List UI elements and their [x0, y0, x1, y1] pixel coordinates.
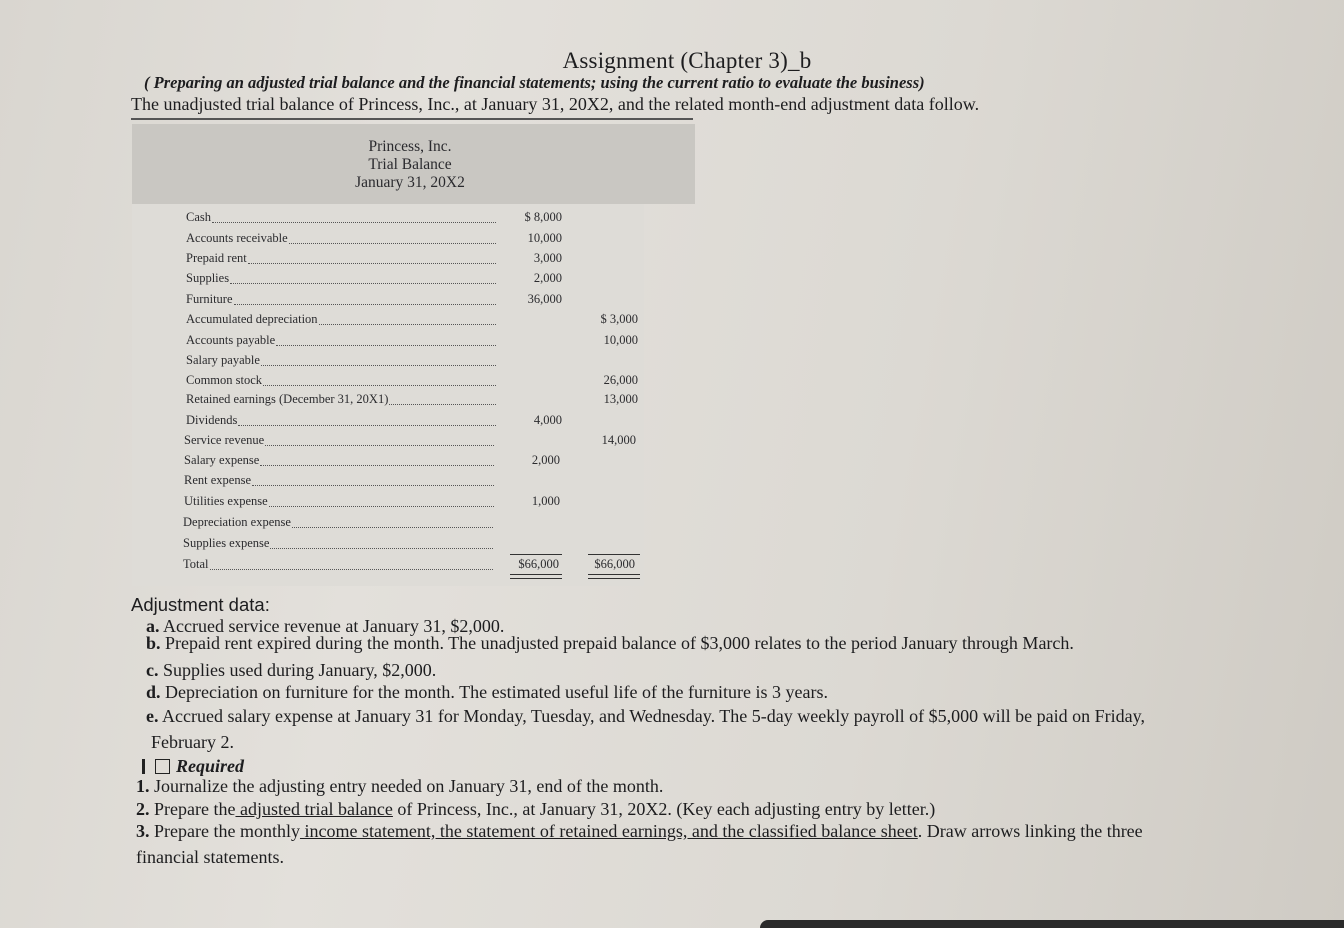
required-item [136, 776, 663, 797]
account-name: Salary expense [184, 453, 260, 467]
account-name: Rent expense [184, 473, 251, 487]
credit-amount: $ 3,000 [600, 312, 638, 326]
account-name: Supplies [186, 271, 230, 285]
leader-dots [292, 527, 493, 528]
adjustment-item [146, 660, 436, 681]
account-name: Retained earnings (December 31, 20X1) [186, 392, 389, 406]
adjustment-letter: c. [146, 660, 159, 680]
debit-amount: 2,000 [531, 453, 560, 467]
intro-underline [131, 118, 693, 120]
adjustment-text: Depreciation on furniture for the month. The estimated useful life of the furniture is 3 years. [165, 682, 828, 702]
adjustment-text: Prepaid rent expired during the month. The unadjusted prepaid balance of $3,000 relates to the period January through March. [165, 633, 1074, 653]
required-heading [142, 756, 244, 777]
required-text: Journalize the adjusting entry needed on January 31, end of the month. [154, 776, 664, 796]
adjustment-letter: b. [146, 633, 161, 653]
checkbox-icon [155, 759, 170, 774]
credit-amount: $66,000 [594, 557, 635, 571]
trial-balance-row [184, 433, 644, 453]
trial-balance-row [183, 536, 643, 556]
trial-balance-row [186, 353, 646, 373]
trial-balance-row [184, 473, 644, 493]
cursor-bar-icon [142, 759, 145, 774]
account-name: Salary payable [186, 353, 260, 367]
adjustment-text: Supplies used during January, $2,000. [163, 660, 437, 680]
required-item [136, 799, 935, 820]
leader-dots [276, 345, 496, 346]
adjustment-item [146, 682, 828, 703]
credit-double-rule [588, 574, 640, 579]
leader-dots [319, 324, 496, 325]
trial-balance-row [184, 453, 644, 473]
adjustment-item [146, 633, 1074, 654]
account-name: Dividends [186, 413, 238, 427]
adjustment-text: Accrued salary expense at January 31 for Monday, Tuesday, and Wednesday. The 5-day weekly payroll of $5,000 will be paid on Friday, [162, 706, 1145, 726]
leader-dots [389, 404, 496, 405]
trial-balance-row [183, 557, 643, 577]
trial-balance-row [186, 333, 646, 353]
leader-dots [212, 222, 496, 223]
credit-amount: 13,000 [603, 392, 638, 406]
account-name: Prepaid rent [186, 251, 247, 265]
leader-dots [252, 485, 494, 486]
trial-balance-row [186, 210, 646, 230]
desk-edge [760, 920, 1344, 928]
trial-balance-row [186, 251, 646, 271]
trial-balance-row [186, 271, 646, 291]
adjustment-letter: d. [146, 682, 161, 702]
trial-balance-row [186, 413, 646, 433]
credit-amount: 14,000 [601, 433, 636, 447]
required-text-tail: . Draw arrows linking the three [917, 821, 1143, 841]
account-name: Accumulated depreciation [186, 312, 318, 326]
subtitle: ( Preparing an adjusted trial balance and the financial statements; using the current ratio to evaluate the business) [144, 73, 925, 92]
debit-amount: 4,000 [533, 413, 562, 427]
debit-amount: 2,000 [533, 271, 562, 285]
required-number: 3. [136, 821, 150, 841]
credit-amount: 26,000 [603, 373, 638, 387]
statement-date: January 31, 20X2 [355, 174, 465, 191]
account-name: Furniture [186, 292, 233, 306]
debit-amount: 10,000 [527, 231, 562, 245]
leader-dots [263, 385, 496, 386]
required-text: financial statements. [136, 847, 284, 867]
required-number: 2. [136, 799, 150, 819]
account-name: Accounts payable [186, 333, 276, 347]
leader-dots [248, 263, 496, 264]
adjustment-letter: a. [146, 616, 160, 636]
leader-dots [269, 506, 494, 507]
required-label: Required [176, 756, 245, 776]
account-name: Total [183, 557, 209, 571]
credit-amount: 10,000 [603, 333, 638, 347]
trial-balance-row [186, 292, 646, 312]
leader-dots [230, 283, 496, 284]
leader-dots [234, 304, 496, 305]
debit-amount: 3,000 [533, 251, 562, 265]
debit-amount: 36,000 [527, 292, 562, 306]
leader-dots [260, 465, 494, 466]
debit-total-rule [510, 554, 562, 555]
account-name: Utilities expense [184, 494, 268, 508]
adjustment-text: February 2. [151, 732, 234, 752]
required-number: 1. [136, 776, 150, 796]
trial-balance-row [186, 312, 646, 332]
credit-total-rule [588, 554, 640, 555]
leader-dots [261, 365, 496, 366]
trial-balance-heading [310, 138, 510, 192]
leader-dots [265, 445, 494, 446]
leader-dots [210, 569, 493, 570]
account-name: Depreciation expense [183, 515, 291, 529]
trial-balance-row [183, 515, 643, 535]
required-item [136, 821, 1143, 842]
account-name: Service revenue [184, 433, 265, 447]
required-text-tail: of Princess, Inc., at January 31, 20X2. (Key each adjusting entry by letter.) [392, 799, 936, 819]
adjustment-heading: Adjustment data: [131, 594, 270, 615]
trial-balance-row [184, 494, 644, 514]
leader-dots [289, 243, 496, 244]
statement-name: Trial Balance [368, 156, 452, 173]
debit-amount: 1,000 [531, 494, 560, 508]
account-name: Supplies expense [183, 536, 270, 550]
adjustment-item [151, 732, 234, 753]
required-item [136, 847, 284, 868]
account-name: Common stock [186, 373, 263, 387]
debit-amount: $66,000 [518, 557, 559, 571]
intro-text: The unadjusted trial balance of Princess, Inc., at January 31, 20X2, and the related month-end adjustment data follow. [131, 94, 980, 114]
adjustment-item [146, 706, 1145, 727]
adjustment-letter: e. [146, 706, 159, 726]
debit-amount: $ 8,000 [524, 210, 562, 224]
page-title: Assignment (Chapter 3)_b [562, 48, 812, 73]
trial-balance-row [186, 231, 646, 251]
company-name: Princess, Inc. [368, 138, 452, 155]
account-name: Accounts receivable [186, 231, 288, 245]
required-text: Prepare the [154, 799, 236, 819]
required-underlined-text: adjusted trial balance [235, 799, 393, 819]
trial-balance-row [186, 373, 646, 393]
debit-double-rule [510, 574, 562, 579]
account-name: Cash [186, 210, 211, 224]
leader-dots [238, 425, 496, 426]
required-text: Prepare the monthly [154, 821, 300, 841]
required-underlined-text: income statement, the statement of retained earnings, and the classified balance sheet [299, 821, 918, 841]
leader-dots [270, 548, 493, 549]
adjustment-text: Accrued service revenue at January 31, $2,000. [163, 616, 505, 636]
trial-balance-row [186, 392, 646, 412]
